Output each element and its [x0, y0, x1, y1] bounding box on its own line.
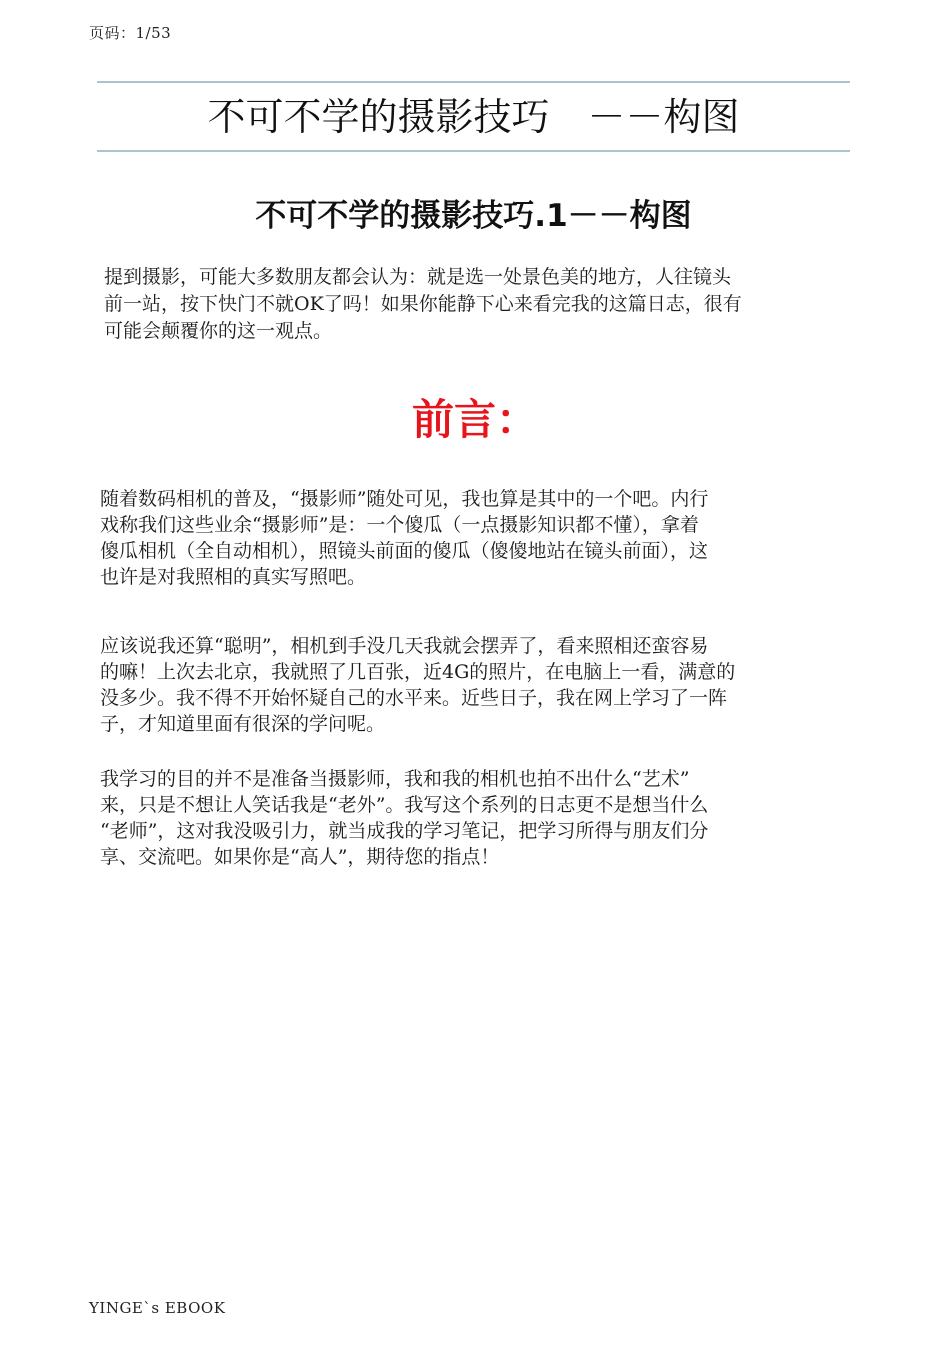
footer-label: YINGE`s EBOOK: [89, 1299, 226, 1317]
book-title: 不可不学的摄影技巧 －－构图: [207, 95, 740, 139]
paragraph-line: 来，只是不想让人笑话我是“老外”。我写这个系列的日志更不是想当什么: [100, 794, 709, 816]
body-paragraph: [100, 766, 850, 870]
intro-paragraph: [104, 264, 854, 345]
paragraph-line: “老师”，这对我没吸引力，就当成我的学习笔记，把学习所得与朋友们分: [100, 820, 709, 842]
title-rule-top: [97, 81, 850, 83]
paragraph-line: 傻瓜相机（全自动相机），照镜头前面的傻瓜（傻傻地站在镜头前面），这: [100, 540, 709, 562]
paragraph-line: 戏称我们这些业余“摄影师”是：一个傻瓜（一点摄影知识都不懂），拿着: [100, 514, 699, 536]
chapter-title: 不可不学的摄影技巧.1－－构图: [255, 198, 692, 234]
title-rule-bottom: [97, 150, 850, 152]
body-paragraph: [100, 633, 850, 737]
paragraph-line: 应该说我还算“聪明”，相机到手没几天我就会摆弄了，看来照相还蛮容易: [100, 635, 709, 657]
intro-line: 提到摄影，可能大多数朋友都会认为：就是选一处景色美的地方，人往镜头: [104, 266, 732, 288]
paragraph-line: 没多少。我不得不开始怀疑自己的水平来。近些日子，我在网上学习了一阵: [100, 687, 728, 709]
body-paragraph: [100, 486, 850, 590]
paragraph-line: 的嘛！上次去北京，我就照了几百张，近4G的照片，在电脑上一看，满意的: [100, 661, 736, 683]
paragraph-line: 也许是对我照相的真实写照吧。: [100, 566, 367, 588]
intro-line: 前一站，按下快门不就OK了吗！如果你能静下心来看完我的这篇日志，很有: [104, 293, 742, 315]
paragraph-line: 随着数码相机的普及，“摄影师”随处可见，我也算是其中的一个吧。内行: [100, 488, 709, 510]
paragraph-line: 享、交流吧。如果你是“高人”，期待您的指点！: [100, 846, 500, 868]
paragraph-line: 我学习的目的并不是准备当摄影师，我和我的相机也拍不出什么“艺术”: [100, 768, 690, 790]
page-number: 页码：1/53: [89, 24, 172, 42]
preface-heading: 前言：: [411, 395, 538, 444]
paragraph-line: 子，才知道里面有很深的学问呢。: [100, 713, 386, 735]
intro-line: 可能会颠覆你的这一观点。: [104, 320, 333, 342]
